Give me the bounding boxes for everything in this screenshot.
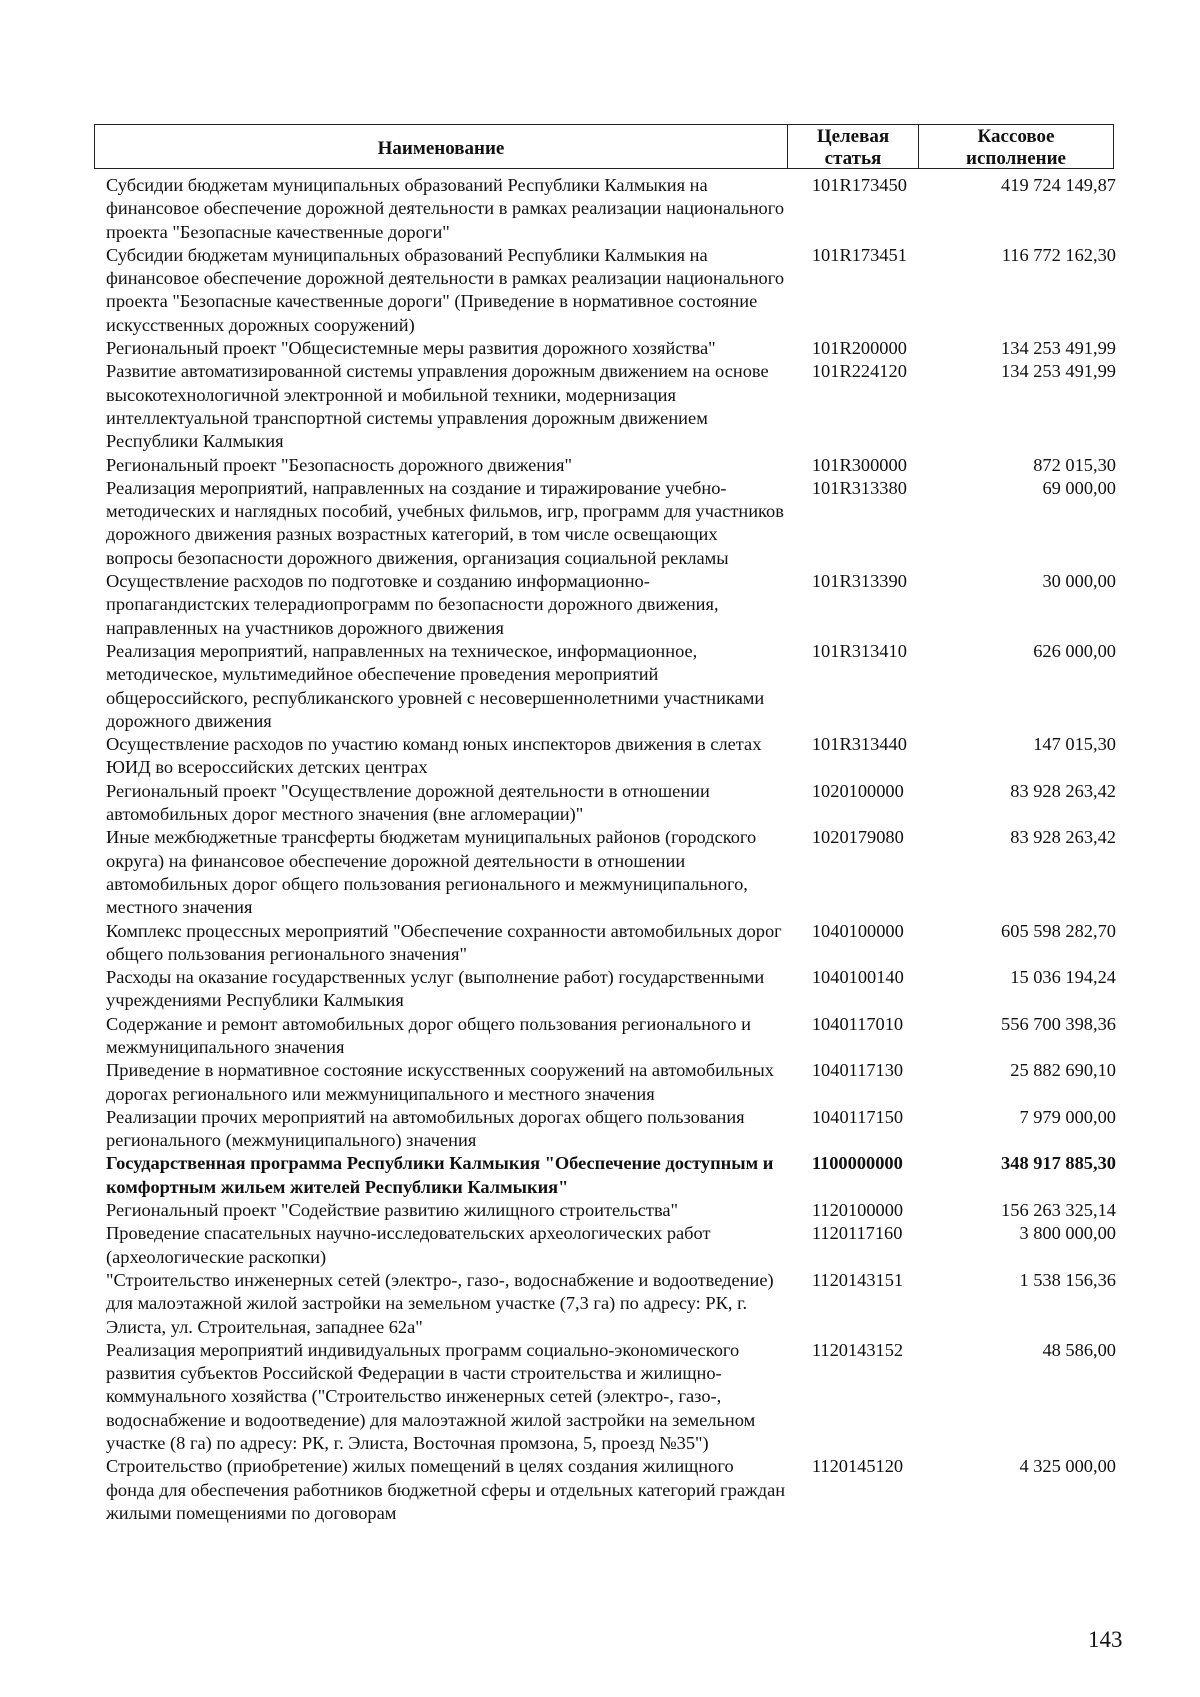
- row-code: 1120117160: [811, 1223, 903, 1244]
- table-row: [106, 1013, 1116, 1060]
- row-amount: 147 015,30: [1033, 734, 1116, 755]
- table-row: [106, 966, 1116, 1013]
- row-amount: 626 000,00: [1033, 640, 1116, 661]
- row-amount: 134 253 491,99: [1001, 361, 1116, 382]
- row-code: 101R224120: [811, 361, 907, 382]
- row-name: Реализация мероприятий, направленных на техническое, информационное, методическое, мультимедийное обеспечение проведения мероприятий общероссийского, республиканского уровней с несовершеннолетними участниками дорожного движения: [106, 640, 765, 731]
- row-code: 101R200000: [811, 338, 907, 359]
- header-name: Наименование: [95, 125, 788, 168]
- row-amount: 15 036 194,24: [1010, 967, 1116, 988]
- row-name: Приведение в нормативное состояние искусственных сооружений на автомобильных дорогах регионального или межмуниципального и местного значения: [106, 1060, 774, 1104]
- row-name: Комплекс процессных мероприятий "Обеспечение сохранности автомобильных дорог общего пользования регионального значения": [106, 920, 782, 964]
- row-name: Развитие автоматизированной системы управления дорожным движением на основе высокотехнологичной электронной и мобильной техники, модернизация интеллектуальной транспортной системы управления дорожным движением Республики Калмыкия: [106, 361, 769, 452]
- row-code: 101R313380: [811, 477, 907, 498]
- row-code: 1020179080: [811, 827, 904, 848]
- table-row: [106, 570, 1116, 640]
- table-row: [106, 733, 1116, 780]
- table-row: [106, 477, 1116, 570]
- row-amount: 156 263 325,14: [1001, 1200, 1116, 1221]
- table-row: [106, 1339, 1116, 1455]
- row-code: 1040117150: [811, 1106, 904, 1127]
- row-amount: 83 928 263,42: [1010, 827, 1116, 848]
- row-amount: 872 015,30: [1033, 454, 1116, 475]
- row-code: 1020100000: [811, 780, 904, 801]
- row-code: 1100000000: [811, 1153, 903, 1174]
- table-row: [106, 780, 1116, 827]
- row-code: 1040117130: [811, 1060, 904, 1081]
- table-row: [106, 454, 1116, 477]
- row-code: 1120143151: [811, 1269, 904, 1290]
- row-amount: 134 253 491,99: [1001, 338, 1116, 359]
- row-name: Содержание и ремонт автомобильных дорог общего пользования регионального и межмуниципального значения: [106, 1013, 751, 1057]
- row-name: Осуществление расходов по участию команд юных инспекторов движения в слетах ЮИД во всероссийских детских центрах: [106, 734, 762, 778]
- row-amount: 419 724 149,87: [1001, 175, 1116, 195]
- table-row: [106, 337, 1116, 360]
- table-row: [106, 1106, 1116, 1153]
- row-name: Иные межбюджетные трансферты бюджетам муниципальных районов (городского округа) на финансовое обеспечение дорожной деятельности в отношении автомобильных дорог общего пользования регионального и межмуниципального, местного значения: [106, 827, 757, 918]
- row-name: Региональный проект "Содействие развитию жилищного строительства": [106, 1200, 679, 1221]
- row-amount: 3 800 000,00: [1019, 1223, 1116, 1244]
- row-name: Проведение спасательных научно-исследовательских археологических работ (археологические раскопки): [106, 1223, 711, 1267]
- row-name: Субсидии бюджетам муниципальных образований Республики Калмыкия на финансовое обеспечение дорожной деятельности в рамках реализации национального проекта "Безопасные качественные дороги": [106, 175, 785, 242]
- table-header: [94, 124, 1114, 169]
- header-amount-line2: исполнение: [966, 148, 1066, 169]
- row-code: 1120143152: [811, 1339, 904, 1360]
- row-code: 101R313440: [811, 734, 907, 755]
- row-name: Региональный проект "Общесистемные меры развития дорожного хозяйства": [106, 338, 716, 359]
- row-name: Государственная программа Республики Калмыкия "Обеспечение доступным и комфортным жильем жителей Республики Калмыкия": [106, 1153, 774, 1197]
- row-amount: 69 000,00: [1042, 477, 1116, 498]
- header-code: [788, 125, 919, 168]
- table-row: [106, 640, 1116, 733]
- table-row: [106, 1152, 1116, 1199]
- row-name: Субсидии бюджетам муниципальных образований Республики Калмыкия на финансовое обеспечение дорожной деятельности в рамках реализации национального проекта "Безопасные качественные дороги" (Приведение в нормативное состояние искусственных дорожных сооружений): [106, 244, 785, 335]
- table-row: [106, 1455, 1116, 1525]
- table-row: [106, 1269, 1116, 1339]
- row-name: Реализации прочих мероприятий на автомобильных дорогах общего пользования регионального (межмуниципального) значения: [106, 1106, 745, 1151]
- table-body: [106, 174, 1116, 1525]
- header-code-line2: статья: [824, 148, 882, 169]
- row-code: 101R300000: [811, 454, 907, 475]
- row-code: 1040100000: [811, 920, 904, 941]
- row-amount: 116 772 162,30: [1001, 244, 1116, 265]
- header-code-line1: Целевая: [816, 126, 890, 147]
- row-amount: 83 928 263,42: [1010, 780, 1116, 801]
- row-code: 101R173450: [811, 175, 907, 195]
- table-row: [106, 1222, 1116, 1269]
- row-name: Строительство (приобретение) жилых помещений в целях создания жилищного фонда для обеспечения работников бюджетной сферы и отдельных категорий граждан жилыми помещениями по договорам: [106, 1456, 786, 1523]
- row-code: 101R313390: [811, 571, 907, 592]
- row-name: Региональный проект "Безопасность дорожного движения": [106, 454, 572, 475]
- table-row: [106, 826, 1116, 919]
- row-amount: 556 700 398,36: [1001, 1013, 1116, 1034]
- row-code: 101R313410: [811, 640, 907, 661]
- row-name: Реализация мероприятий, направленных на создание и тиражирование учебно-методических и наглядных пособий, учебных фильмов, игр, программ для участников дорожного движения разных возрастных категорий, в том числе освещающих вопросы безопасности дорожного движения, организация социальной рекламы: [106, 477, 784, 568]
- row-amount: 25 882 690,10: [1010, 1060, 1116, 1081]
- row-name: Реализация мероприятий индивидуальных программ социально-экономического развития субъектов Российской Федерации в части строительства и жилищно-коммунального хозяйства ("Строительство инженерных сетей (электро-, газо-, водоснабжение и водоотведение) для малоэтажной жилой застройки на земельном участке (8 га) по адресу: РК, г. Элиста, Восточная промзона, 5, проезд №35"): [106, 1339, 756, 1454]
- row-amount: 348 917 885,30: [1001, 1153, 1116, 1174]
- row-amount: 48 586,00: [1042, 1339, 1116, 1360]
- row-amount: 30 000,00: [1042, 571, 1116, 592]
- table-row: [106, 360, 1116, 453]
- table-row: [106, 920, 1116, 967]
- row-amount: 4 325 000,00: [1019, 1456, 1116, 1477]
- row-amount: 7 979 000,00: [1019, 1106, 1116, 1127]
- row-name: "Строительство инженерных сетей (электро-, газо-, водоснабжение и водоотведение) для малоэтажной жилой застройки на земельном участке (7,3 га) по адресу: РК, г. Элиста, ул. Строительная, западнее 62а": [106, 1269, 774, 1337]
- row-name: Осуществление расходов по подготовке и созданию информационно-пропагандистских телерадиопрограмм по безопасности дорожного движения, направленных на участников дорожного движения: [106, 571, 719, 638]
- row-code: 1040117010: [811, 1013, 904, 1034]
- header-amount: [919, 125, 1113, 168]
- row-amount: 1 538 156,36: [1019, 1269, 1116, 1290]
- table-row: [106, 1199, 1116, 1222]
- table-row: [106, 1059, 1116, 1106]
- row-name: Расходы на оказание государственных услуг (выполнение работ) государственными учреждениями Республики Калмыкия: [106, 967, 765, 1011]
- table-row: [106, 244, 1116, 337]
- row-code: 1120145120: [811, 1456, 904, 1477]
- row-name: Региональный проект "Осуществление дорожной деятельности в отношении автомобильных дорог местного значения (вне агломерации)": [106, 780, 710, 825]
- row-code: 101R173451: [811, 244, 907, 265]
- table-row: [106, 174, 1116, 244]
- row-amount: 605 598 282,70: [1001, 920, 1116, 941]
- header-amount-line1: Кассовое: [977, 126, 1055, 147]
- page-number: 143: [1088, 1627, 1123, 1652]
- row-code: 1040100140: [811, 967, 904, 988]
- row-code: 1120100000: [811, 1200, 904, 1221]
